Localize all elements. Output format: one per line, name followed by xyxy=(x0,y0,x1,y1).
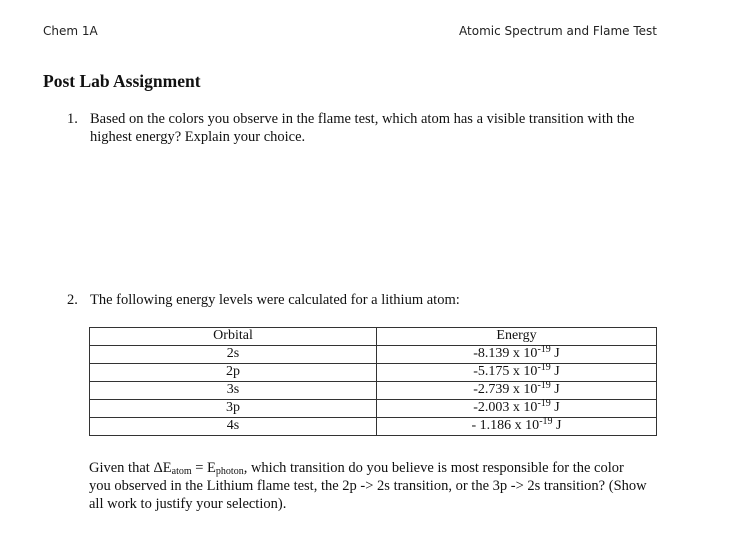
energy-mantissa: -2.003 x 10 xyxy=(473,400,538,415)
orbital-cell: 3p xyxy=(90,400,377,418)
course-header: Chem 1A xyxy=(43,24,98,38)
energy-exponent: -19 xyxy=(537,362,551,373)
given-question-text xyxy=(89,459,649,513)
energy-unit: J xyxy=(550,364,560,379)
table-row xyxy=(90,382,657,400)
energy-mantissa: -2.739 x 10 xyxy=(473,382,538,397)
orbital-cell: 2p xyxy=(90,364,377,382)
table-row xyxy=(90,418,657,436)
equals-e: = E xyxy=(191,460,216,476)
orbital-cell: 4s xyxy=(90,418,377,436)
energy-cell xyxy=(377,346,657,364)
question-1-number: 1. xyxy=(67,111,78,127)
question-1-text: Based on the colors you observe in the flame test, which atom has a visible transition with the highest energy? Explain your choice. xyxy=(90,111,635,145)
energy-column-header: Energy xyxy=(377,328,657,346)
orbital-column-header: Orbital xyxy=(90,328,377,346)
atom-subscript: atom xyxy=(171,466,192,477)
table-row xyxy=(90,400,657,418)
table-row xyxy=(90,346,657,364)
table-row xyxy=(90,364,657,382)
question-2-number: 2. xyxy=(67,292,78,308)
energy-exponent: -19 xyxy=(537,398,551,409)
energy-exponent: -19 xyxy=(537,344,551,355)
question-2-text: The following energy levels were calculated for a lithium atom: xyxy=(90,292,460,308)
lab-title-header: Atomic Spectrum and Flame Test xyxy=(459,24,657,38)
energy-cell xyxy=(377,400,657,418)
energy-mantissa: -5.175 x 10 xyxy=(473,364,538,379)
orbital-cell: 2s xyxy=(90,346,377,364)
delta-e-symbol: ΔE xyxy=(153,460,172,476)
energy-cell xyxy=(377,382,657,400)
energy-cell xyxy=(377,418,657,436)
energy-mantissa: -8.139 x 10 xyxy=(473,346,538,361)
energy-mantissa: - 1.186 x 10 xyxy=(471,418,540,433)
energy-levels-table xyxy=(89,327,657,436)
page-title: Post Lab Assignment xyxy=(43,71,201,91)
energy-unit: J xyxy=(550,382,560,397)
energy-unit: J xyxy=(550,400,560,415)
given-prefix: Given that xyxy=(89,460,154,476)
given-rest: , which transition do you believe is most responsible for the color you observed in the Lithium flame test, the 2p -> 2s transition, or the 3p -> 2s transition? (Show all work to justify your selection). xyxy=(89,460,647,512)
energy-exponent: -19 xyxy=(539,416,553,427)
photon-subscript: photon xyxy=(215,466,244,477)
table-header-row xyxy=(90,328,657,346)
energy-cell xyxy=(377,364,657,382)
orbital-cell: 3s xyxy=(90,382,377,400)
question-2 xyxy=(67,291,667,309)
energy-unit: J xyxy=(550,346,560,361)
energy-exponent: -19 xyxy=(537,380,551,391)
question-1 xyxy=(67,110,667,146)
energy-unit: J xyxy=(552,418,562,433)
